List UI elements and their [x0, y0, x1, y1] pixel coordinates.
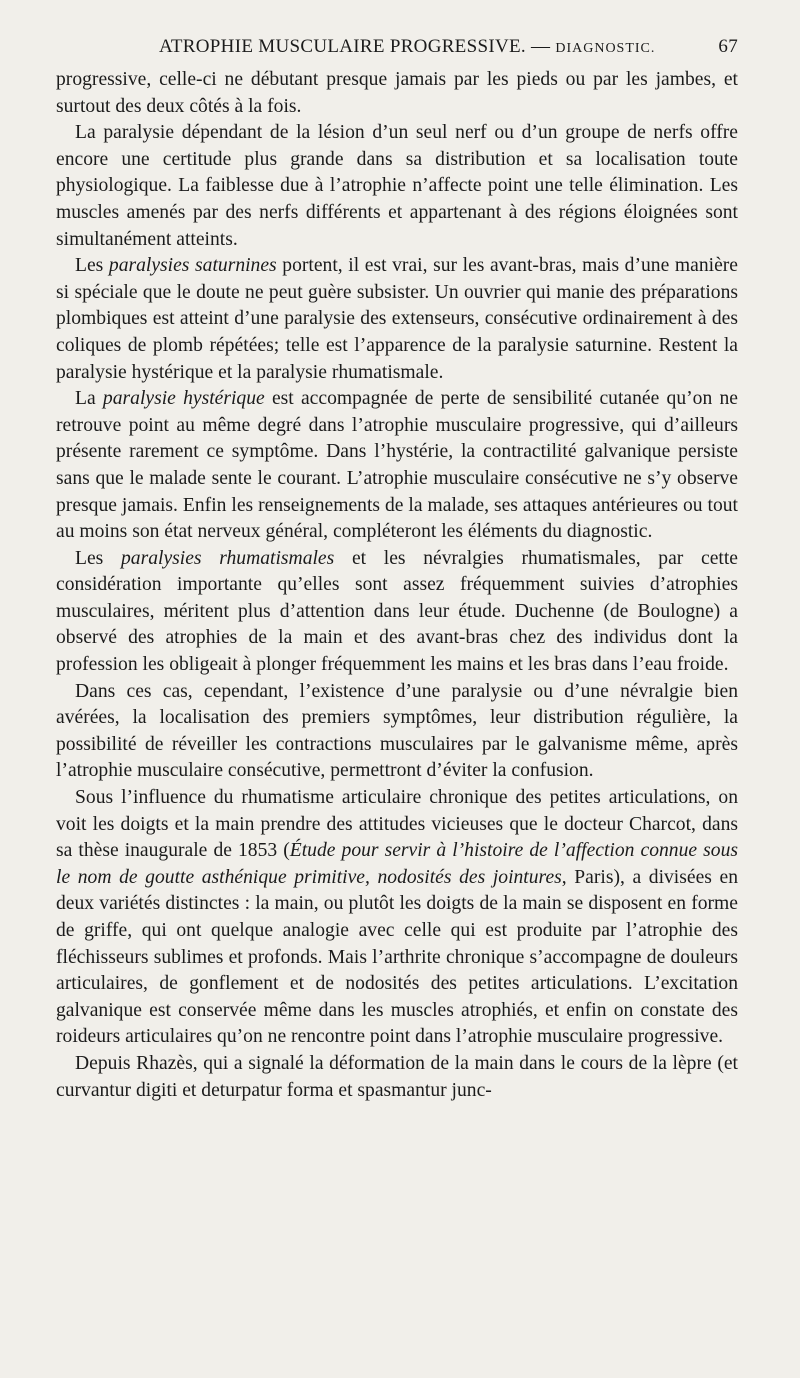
paragraph [56, 120, 738, 253]
text-run: Depuis Rhazès, qui a signalé la déformation de la main dans le cours de la lèpre (et curvantur digiti et deturpatur forma et spasmantur junc- [56, 1052, 738, 1101]
page-number: 67 [718, 36, 738, 57]
running-title-section: DIAGNOSTIC. [555, 41, 656, 56]
paragraph [56, 253, 738, 386]
text-run: La paralysie dépendant de la lésion d’un seul nerf ou d’un groupe de nerfs offre encore une certitude plus grande dans sa distribution et sa localisation toute physiologique. La faiblesse due à l’atrophie n’affecte point une telle élimination. Les muscles amenés par des nerfs différents et appartenant à des régions éloignées sont simultanément atteints. [56, 122, 738, 250]
paragraph [56, 1051, 738, 1104]
text-run: La [75, 388, 103, 410]
italic-text: paralysie hystérique [102, 388, 265, 410]
body-text [56, 67, 738, 1104]
text-run: Les [75, 255, 109, 277]
running-title [56, 36, 718, 58]
text-run: Les [75, 547, 121, 569]
text-run: Sous l’influence du rhumatisme articulaire chronique des petites articulations, on voit les doigts et la main prendre des attitudes vicieuses que le docteur Charcot, dans sa thèse inaugurale de 1853 ( [56, 787, 738, 862]
italic-text: paralysies rhumatismales [120, 547, 335, 569]
text-run: est accompagnée de perte de sensibilité cutanée qu’on ne retrouve point au même degré dans l’atrophie musculaire progressive, qui d’ailleurs présente rarement ce symptôme. Dans l’hystérie, la contractilité galvanique persiste sans que le malade sente le courant. L’atrophie musculaire consécutive ne s’y observe presque jamais. Enfin les renseignements de la malade, ses attaques antérieures ou tout au moins son état nerveux général, compléteront les éléments du diagnostic. [56, 388, 738, 543]
text-run: , Paris), a divisées en deux variétés distinctes : la main, ou plutôt les doigts de la main se disposent en forme de griffe, qui ont quelque analogie avec celle qui est produite par l’atrophie des fléchisseurs sublimes et profonds. Mais l’arthrite chronique s’accompagne de douleurs articulaires, de gonflement et de nodosités des petites articulations. L’excitation galvanique est conservée même dans les muscles atrophiés, et enfin on constate des roideurs articulaires qu’on ne rencontre point dans l’atrophie musculaire progressive. [56, 866, 738, 1048]
running-title-main: ATROPHIE MUSCULAIRE PROGRESSIVE. — [158, 36, 556, 57]
italic-text: paralysies saturnines [108, 255, 277, 277]
text-run: portent, il est vrai, sur les avant-bras, mais d’une manière si spéciale que le doute ne peut guère subsister. Un ouvrier qui manie des préparations plombiques est atteint d’une paralysie des extenseurs, consécutive ordinairement à des coliques de plomb répétées; telle est l’apparence de la paralysie saturnine. Restent la paralysie hystérique et la paralysie rhumatismale. [56, 255, 738, 383]
text-run: progressive, celle-ci ne débutant presque jamais par les pieds ou par les jambes, et surtout des deux côtés à la fois. [56, 69, 738, 117]
paragraph [56, 386, 738, 546]
italic-text: Étude pour servir à l’histoire de l’affection connue sous le nom de goutte asthénique primitive, nodosités des jointures [56, 840, 738, 888]
paragraph [56, 679, 738, 785]
paragraph [56, 546, 738, 679]
text-run: et les névralgies rhumatismales, par cette considération importante qu’elles sont assez fréquemment suivies d’atrophies musculaires, méritent plus d’attention dans leur étude. Duchenne (de Boulogne) a observé des atrophies de la main et des avant-bras chez des individus dont la profession les obligeait à plonger fréquemment les mains et les bras dans l’eau froide. [56, 547, 738, 676]
paragraph [56, 785, 738, 1051]
running-head [56, 36, 738, 58]
text-run: Dans ces cas, cependant, l’existence d’une paralysie ou d’une névralgie bien avérées, la localisation des premiers symptômes, leur distribution régulière, la possibilité de réveiller les contractions musculaires par le galvanisme même, après l’atrophie musculaire consécutive, permettront d’éviter la confusion. [56, 680, 738, 782]
paragraph [56, 67, 738, 120]
